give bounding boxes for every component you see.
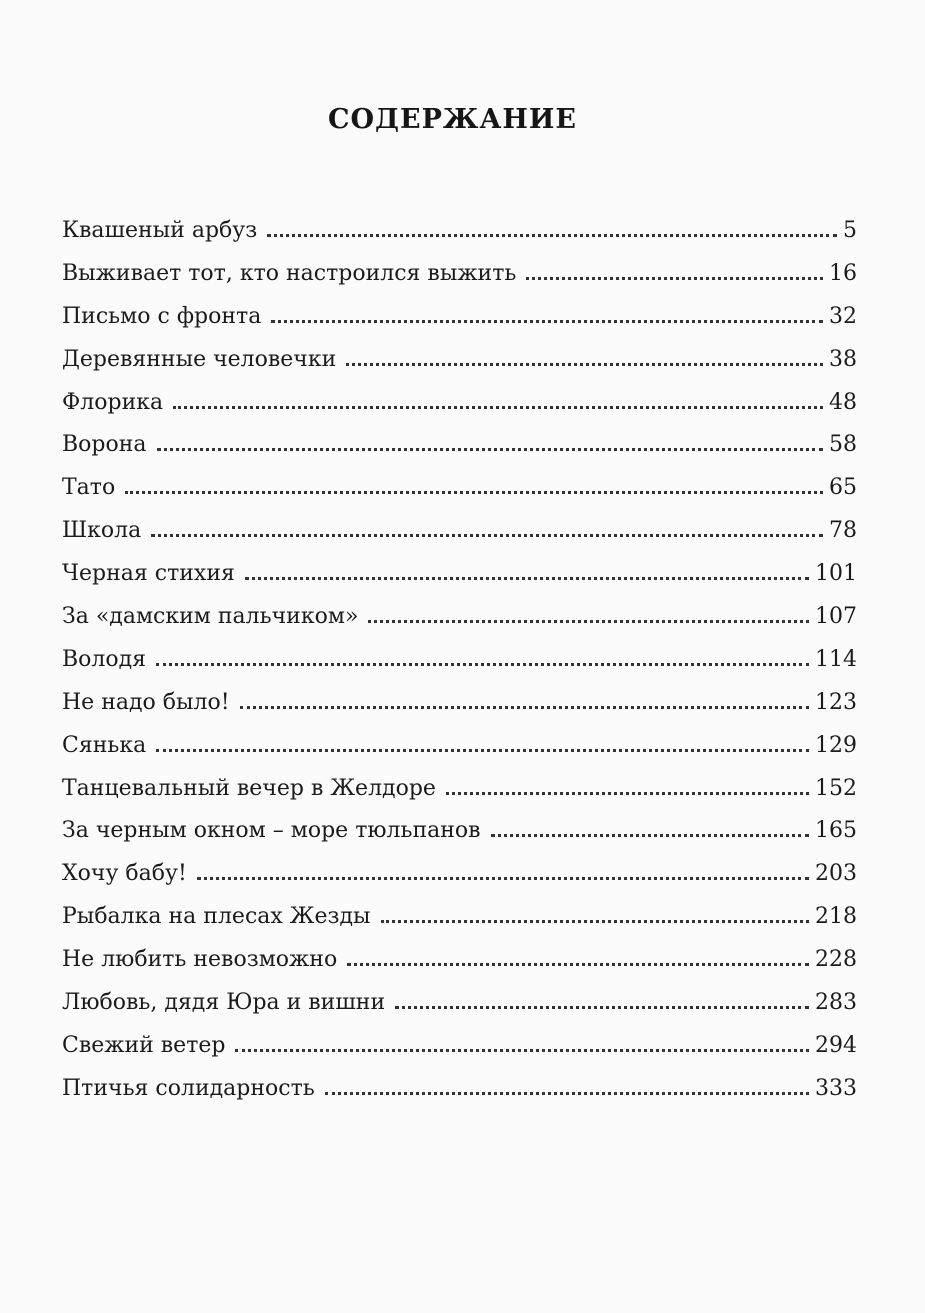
- toc-entry-page: 16: [829, 260, 857, 286]
- toc-entry: [62, 347, 857, 390]
- dot-leader: [271, 320, 823, 323]
- dot-leader: [446, 792, 809, 795]
- toc-entry: [62, 475, 857, 518]
- toc-entry-page: 333: [815, 1075, 857, 1101]
- dot-leader: [157, 448, 823, 451]
- toc-entry-page: 283: [815, 990, 857, 1016]
- dot-leader: [197, 877, 809, 880]
- dot-leader: [173, 406, 823, 409]
- toc-entry-page: 48: [829, 389, 857, 415]
- toc-entry-title: Ворона: [62, 432, 147, 458]
- toc-entry-title: Деревянные человечки: [62, 346, 337, 372]
- toc-entry-title: Рыбалка на плесах Жезды: [62, 904, 371, 930]
- toc-entry: [62, 432, 857, 475]
- toc-entry-title: Не надо было!: [62, 689, 230, 715]
- dot-leader: [151, 534, 823, 537]
- dot-leader: [156, 749, 809, 752]
- toc-entry: [62, 690, 857, 733]
- toc-entry: [62, 1033, 857, 1076]
- toc-entry: [62, 604, 857, 647]
- toc-entry-page: 203: [815, 861, 857, 887]
- toc-entry-page: 152: [815, 775, 857, 801]
- toc-entry-title: Флорика: [62, 389, 164, 415]
- toc-entry-title: Квашеный арбуз: [62, 218, 258, 243]
- toc-entry-page: 114: [815, 646, 857, 672]
- toc-entry: [62, 304, 857, 347]
- toc-entry-title: Тато: [62, 475, 116, 501]
- toc-entry: [62, 904, 857, 947]
- toc-entry-page: 218: [815, 904, 857, 930]
- toc-entry-page: 129: [815, 732, 857, 758]
- toc-entry-title: Не любить невозможно: [62, 947, 338, 973]
- toc-entry-title: Хочу бабу!: [62, 861, 187, 887]
- toc-entry: [62, 990, 857, 1033]
- toc-entry-title: Школа: [62, 518, 142, 544]
- toc-entry-title: Черная стихия: [62, 561, 235, 587]
- toc-entry-title: Любовь, дядя Юра и вишни: [62, 990, 386, 1016]
- dot-leader: [125, 491, 823, 494]
- toc-entry-title: Сянька: [62, 732, 147, 758]
- dot-leader: [346, 363, 823, 366]
- toc-entry-page: 65: [829, 475, 857, 501]
- toc-entry-page: 78: [829, 518, 857, 544]
- toc-entry: [62, 861, 857, 904]
- dot-leader: [325, 1092, 809, 1095]
- dot-leader: [347, 963, 809, 966]
- dot-leader: [267, 234, 837, 237]
- table-of-contents: [62, 218, 857, 1119]
- toc-entry-title: Танцевальный вечер в Желдоре: [62, 775, 436, 801]
- toc-entry: [62, 561, 857, 604]
- toc-entry-title: За «дамским пальчиком»: [62, 604, 359, 630]
- dot-leader: [368, 620, 809, 623]
- page-title: СОДЕРЖАНИЕ: [328, 104, 577, 135]
- toc-entry-page: 58: [829, 432, 857, 458]
- toc-entry-page: 294: [815, 1032, 857, 1058]
- toc-entry-page: 38: [829, 346, 857, 372]
- toc-entry: [62, 261, 857, 304]
- toc-entry: [62, 776, 857, 819]
- toc-entry-title: Письмо с фронта: [62, 303, 262, 329]
- toc-entry: [62, 1076, 857, 1119]
- dot-leader: [491, 834, 809, 837]
- toc-entry: [62, 733, 857, 776]
- toc-entry-title: Птичья солидарность: [62, 1075, 315, 1101]
- toc-entry-page: 5: [843, 218, 857, 243]
- dot-leader: [235, 1049, 809, 1052]
- toc-entry: [62, 647, 857, 690]
- dot-leader: [245, 577, 809, 580]
- toc-entry-title: Володя: [62, 646, 147, 672]
- toc-entry-title: За черным окном – море тюльпанов: [62, 818, 481, 844]
- toc-entry-page: 32: [829, 303, 857, 329]
- toc-entry: [62, 218, 857, 261]
- toc-entry-page: 228: [815, 947, 857, 973]
- dot-leader: [381, 920, 809, 923]
- toc-entry-page: 101: [815, 561, 857, 587]
- toc-entry: [62, 518, 857, 561]
- toc-entry: [62, 818, 857, 861]
- toc-entry-page: 165: [815, 818, 857, 844]
- toc-entry: [62, 947, 857, 990]
- toc-entry-page: 107: [815, 604, 857, 630]
- dot-leader: [526, 277, 823, 280]
- dot-leader: [156, 663, 809, 666]
- dot-leader: [395, 1006, 809, 1009]
- toc-entry-page: 123: [815, 689, 857, 715]
- dot-leader: [240, 706, 809, 709]
- toc-entry-title: Свежий ветер: [62, 1032, 226, 1058]
- toc-entry: [62, 390, 857, 433]
- toc-entry-title: Выживает тот, кто настроился выжить: [62, 260, 517, 286]
